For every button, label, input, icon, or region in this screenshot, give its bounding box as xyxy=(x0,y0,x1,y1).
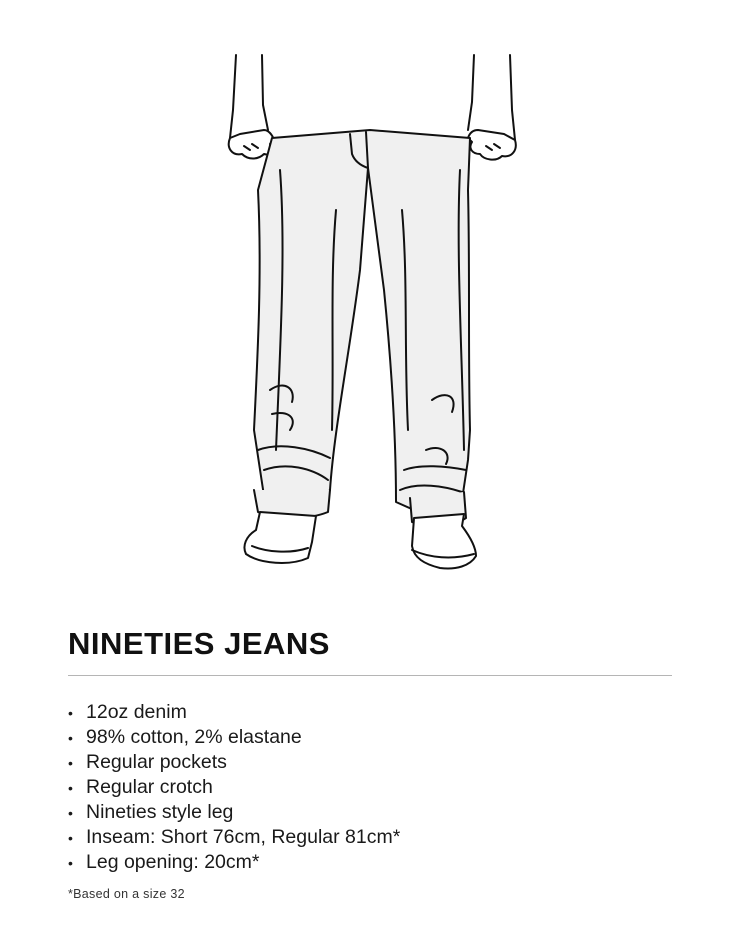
right-arm xyxy=(510,55,515,140)
left-shoe xyxy=(244,512,316,563)
right-arm-inner xyxy=(468,55,474,130)
bullet-icon: • xyxy=(68,805,73,821)
list-item xyxy=(68,800,400,825)
list-item xyxy=(68,775,400,800)
feature-text: Inseam: Short 76cm, Regular 81cm* xyxy=(86,826,401,848)
size-footnote: *Based on a size 32 xyxy=(68,887,185,901)
bullet-icon: • xyxy=(68,755,73,771)
feature-text: Leg opening: 20cm* xyxy=(86,851,260,873)
feature-list xyxy=(68,700,400,875)
product-title: NINETIES JEANS xyxy=(68,626,330,661)
bullet-icon: • xyxy=(68,730,73,746)
list-item xyxy=(68,825,400,850)
list-item xyxy=(68,850,400,875)
jeans-illustration xyxy=(200,50,540,580)
right-hand xyxy=(468,130,516,160)
list-item xyxy=(68,725,400,750)
jeans xyxy=(254,130,470,510)
left-arm-inner xyxy=(262,55,268,130)
title-divider xyxy=(68,675,672,676)
bullet-icon: • xyxy=(68,780,73,796)
bullet-icon: • xyxy=(68,830,73,846)
left-arm xyxy=(230,55,236,138)
feature-text: Regular pockets xyxy=(86,751,227,773)
list-item xyxy=(68,700,400,725)
feature-text: 12oz denim xyxy=(86,701,187,723)
bullet-icon: • xyxy=(68,855,73,871)
list-item xyxy=(68,750,400,775)
right-shoe xyxy=(412,514,476,569)
feature-text: Regular crotch xyxy=(86,776,213,798)
feature-text: Nineties style leg xyxy=(86,801,234,823)
bullet-icon: • xyxy=(68,705,73,721)
feature-text: 98% cotton, 2% elastane xyxy=(86,726,302,748)
